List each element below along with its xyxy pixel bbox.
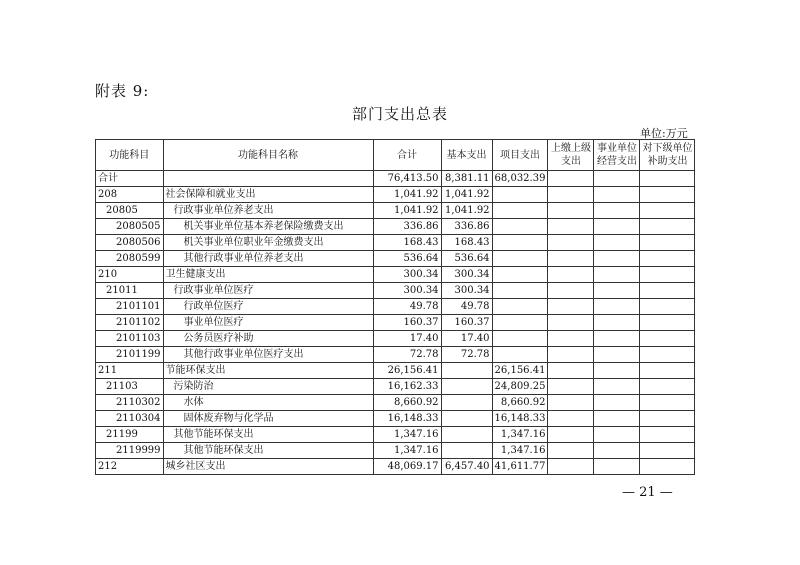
project-cell: 1,347.16 bbox=[492, 427, 548, 443]
code-cell: 21011 bbox=[96, 283, 164, 299]
header-cell: 事业单位 经营支出 bbox=[594, 140, 640, 171]
upper-cell bbox=[548, 299, 594, 315]
table-row bbox=[96, 267, 695, 283]
business-cell bbox=[594, 203, 640, 219]
subsidy-cell bbox=[640, 219, 695, 235]
project-cell: 8,660.92 bbox=[492, 395, 548, 411]
header-cell: 项目支出 bbox=[492, 140, 548, 171]
total-cell: 1,347.16 bbox=[373, 443, 441, 459]
header-cell: 功能科目 bbox=[96, 140, 164, 171]
basic-cell: 72.78 bbox=[441, 347, 492, 363]
business-cell bbox=[594, 267, 640, 283]
project-cell bbox=[492, 267, 548, 283]
table-row bbox=[96, 459, 695, 475]
upper-cell bbox=[548, 315, 594, 331]
header-cell: 功能科目名称 bbox=[163, 140, 373, 171]
code-cell: 2101102 bbox=[96, 315, 164, 331]
subsidy-cell bbox=[640, 315, 695, 331]
code-cell: 2101101 bbox=[96, 299, 164, 315]
total-cell: 16,162.33 bbox=[373, 379, 441, 395]
project-cell: 41,611.77 bbox=[492, 459, 548, 475]
table-row bbox=[96, 299, 695, 315]
subsidy-cell bbox=[640, 251, 695, 267]
total-cell: 160.37 bbox=[373, 315, 441, 331]
subsidy-cell bbox=[640, 427, 695, 443]
name-cell: 机关事业单位基本养老保险缴费支出 bbox=[163, 219, 373, 235]
business-cell bbox=[594, 299, 640, 315]
project-cell: 26,156.41 bbox=[492, 363, 548, 379]
basic-cell: 1,041.92 bbox=[441, 203, 492, 219]
basic-cell bbox=[441, 379, 492, 395]
name-cell: 节能环保支出 bbox=[163, 363, 373, 379]
subsidy-cell bbox=[640, 235, 695, 251]
project-cell bbox=[492, 187, 548, 203]
code-cell: 21199 bbox=[96, 427, 164, 443]
name-cell: 机关事业单位职业年金缴费支出 bbox=[163, 235, 373, 251]
code-cell: 212 bbox=[96, 459, 164, 475]
subsidy-cell bbox=[640, 331, 695, 347]
code-cell: 20805 bbox=[96, 203, 164, 219]
table-body bbox=[96, 171, 695, 475]
basic-cell bbox=[441, 395, 492, 411]
project-cell bbox=[492, 315, 548, 331]
project-cell: 24,809.25 bbox=[492, 379, 548, 395]
project-cell bbox=[492, 235, 548, 251]
project-cell bbox=[492, 347, 548, 363]
name-cell: 污染防治 bbox=[163, 379, 373, 395]
business-cell bbox=[594, 363, 640, 379]
total-cell: 17.40 bbox=[373, 331, 441, 347]
basic-cell bbox=[441, 443, 492, 459]
name-cell: 其他节能环保支出 bbox=[163, 443, 373, 459]
table-row bbox=[96, 283, 695, 299]
subsidy-cell bbox=[640, 443, 695, 459]
name-cell: 固体废弃物与化学品 bbox=[163, 411, 373, 427]
subsidy-cell bbox=[640, 347, 695, 363]
upper-cell bbox=[548, 331, 594, 347]
total-cell: 26,156.41 bbox=[373, 363, 441, 379]
subsidy-cell bbox=[640, 187, 695, 203]
table-row bbox=[96, 235, 695, 251]
project-cell: 1,347.16 bbox=[492, 443, 548, 459]
table-row bbox=[96, 411, 695, 427]
upper-cell bbox=[548, 235, 594, 251]
business-cell bbox=[594, 347, 640, 363]
total-cell: 168.43 bbox=[373, 235, 441, 251]
table-row bbox=[96, 219, 695, 235]
project-cell bbox=[492, 299, 548, 315]
total-cell: 1,041.92 bbox=[373, 187, 441, 203]
upper-cell bbox=[548, 427, 594, 443]
basic-cell: 536.64 bbox=[441, 251, 492, 267]
code-cell: 208 bbox=[96, 187, 164, 203]
code-cell: 2080506 bbox=[96, 235, 164, 251]
subsidy-cell bbox=[640, 379, 695, 395]
table-row bbox=[96, 251, 695, 267]
subsidy-cell bbox=[640, 267, 695, 283]
basic-cell bbox=[441, 427, 492, 443]
unit-label: 单位:万元 bbox=[640, 127, 688, 140]
upper-cell bbox=[548, 251, 594, 267]
total-cell: 8,660.92 bbox=[373, 395, 441, 411]
table-row bbox=[96, 427, 695, 443]
basic-cell bbox=[441, 411, 492, 427]
code-cell: 2119999 bbox=[96, 443, 164, 459]
table-row bbox=[96, 315, 695, 331]
basic-cell: 300.34 bbox=[441, 267, 492, 283]
expenditure-table bbox=[95, 139, 695, 475]
subsidy-cell bbox=[640, 411, 695, 427]
table-row bbox=[96, 203, 695, 219]
name-cell: 社会保障和就业支出 bbox=[163, 187, 373, 203]
name-cell: 行政事业单位养老支出 bbox=[163, 203, 373, 219]
project-cell: 68,032.39 bbox=[492, 171, 548, 187]
total-cell: 1,041.92 bbox=[373, 203, 441, 219]
name-cell: 公务员医疗补助 bbox=[163, 331, 373, 347]
project-cell bbox=[492, 283, 548, 299]
header-row bbox=[96, 140, 695, 171]
business-cell bbox=[594, 379, 640, 395]
basic-cell: 300.34 bbox=[441, 283, 492, 299]
business-cell bbox=[594, 443, 640, 459]
upper-cell bbox=[548, 395, 594, 411]
total-cell: 336.86 bbox=[373, 219, 441, 235]
basic-cell: 8,381.11 bbox=[441, 171, 492, 187]
business-cell bbox=[594, 331, 640, 347]
business-cell bbox=[594, 187, 640, 203]
header-cell: 对下级单位 补助支出 bbox=[640, 140, 695, 171]
basic-cell: 168.43 bbox=[441, 235, 492, 251]
upper-cell bbox=[548, 379, 594, 395]
upper-cell bbox=[548, 267, 594, 283]
subsidy-cell bbox=[640, 203, 695, 219]
name-cell: 其他节能环保支出 bbox=[163, 427, 373, 443]
table-row bbox=[96, 171, 695, 187]
subsidy-cell bbox=[640, 363, 695, 379]
code-cell: 2080505 bbox=[96, 219, 164, 235]
code-cell: 21103 bbox=[96, 379, 164, 395]
name-cell: 其他行政事业单位医疗支出 bbox=[163, 347, 373, 363]
basic-cell: 17.40 bbox=[441, 331, 492, 347]
upper-cell bbox=[548, 459, 594, 475]
code-cell: 合计 bbox=[96, 171, 164, 187]
table-row bbox=[96, 443, 695, 459]
code-cell: 211 bbox=[96, 363, 164, 379]
code-cell: 210 bbox=[96, 267, 164, 283]
table-row bbox=[96, 379, 695, 395]
basic-cell: 1,041.92 bbox=[441, 187, 492, 203]
table-row bbox=[96, 363, 695, 379]
total-cell: 48,069.17 bbox=[373, 459, 441, 475]
table-row bbox=[96, 187, 695, 203]
subsidy-cell bbox=[640, 459, 695, 475]
project-cell bbox=[492, 251, 548, 267]
table-row bbox=[96, 395, 695, 411]
business-cell bbox=[594, 427, 640, 443]
business-cell bbox=[594, 235, 640, 251]
name-cell: 水体 bbox=[163, 395, 373, 411]
business-cell bbox=[594, 171, 640, 187]
upper-cell bbox=[548, 411, 594, 427]
code-cell: 2080599 bbox=[96, 251, 164, 267]
code-cell: 2101103 bbox=[96, 331, 164, 347]
total-cell: 1,347.16 bbox=[373, 427, 441, 443]
name-cell: 其他行政事业单位养老支出 bbox=[163, 251, 373, 267]
header-cell: 基本支出 bbox=[441, 140, 492, 171]
business-cell bbox=[594, 459, 640, 475]
upper-cell bbox=[548, 203, 594, 219]
table-row bbox=[96, 347, 695, 363]
total-cell: 16,148.33 bbox=[373, 411, 441, 427]
project-cell bbox=[492, 203, 548, 219]
business-cell bbox=[594, 251, 640, 267]
basic-cell bbox=[441, 363, 492, 379]
total-cell: 300.34 bbox=[373, 283, 441, 299]
basic-cell: 160.37 bbox=[441, 315, 492, 331]
table-header bbox=[96, 140, 695, 171]
name-cell: 事业单位医疗 bbox=[163, 315, 373, 331]
code-cell: 2101199 bbox=[96, 347, 164, 363]
code-cell: 2110304 bbox=[96, 411, 164, 427]
total-cell: 76,413.50 bbox=[373, 171, 441, 187]
name-cell: 行政事业单位医疗 bbox=[163, 283, 373, 299]
subsidy-cell bbox=[640, 283, 695, 299]
business-cell bbox=[594, 395, 640, 411]
table-title: 部门支出总表 bbox=[351, 105, 448, 123]
header-cell: 上缴上级 支出 bbox=[548, 140, 594, 171]
table-row bbox=[96, 331, 695, 347]
upper-cell bbox=[548, 363, 594, 379]
project-cell bbox=[492, 219, 548, 235]
business-cell bbox=[594, 411, 640, 427]
name-cell bbox=[163, 171, 373, 187]
upper-cell bbox=[548, 283, 594, 299]
business-cell bbox=[594, 315, 640, 331]
basic-cell: 6,457.40 bbox=[441, 459, 492, 475]
upper-cell bbox=[548, 171, 594, 187]
basic-cell: 336.86 bbox=[441, 219, 492, 235]
project-cell: 16,148.33 bbox=[492, 411, 548, 427]
subsidy-cell bbox=[640, 171, 695, 187]
total-cell: 536.64 bbox=[373, 251, 441, 267]
upper-cell bbox=[548, 443, 594, 459]
total-cell: 72.78 bbox=[373, 347, 441, 363]
total-cell: 300.34 bbox=[373, 267, 441, 283]
upper-cell bbox=[548, 187, 594, 203]
name-cell: 卫生健康支出 bbox=[163, 267, 373, 283]
upper-cell bbox=[548, 347, 594, 363]
business-cell bbox=[594, 283, 640, 299]
total-cell: 49.78 bbox=[373, 299, 441, 315]
business-cell bbox=[594, 219, 640, 235]
project-cell bbox=[492, 331, 548, 347]
name-cell: 行政单位医疗 bbox=[163, 299, 373, 315]
header-cell: 合计 bbox=[373, 140, 441, 171]
page-number: — 21 — bbox=[622, 485, 673, 500]
upper-cell bbox=[548, 219, 594, 235]
code-cell: 2110302 bbox=[96, 395, 164, 411]
attachment-label: 附表 9: bbox=[95, 82, 150, 100]
subsidy-cell bbox=[640, 299, 695, 315]
basic-cell: 49.78 bbox=[441, 299, 492, 315]
subsidy-cell bbox=[640, 395, 695, 411]
name-cell: 城乡社区支出 bbox=[163, 459, 373, 475]
